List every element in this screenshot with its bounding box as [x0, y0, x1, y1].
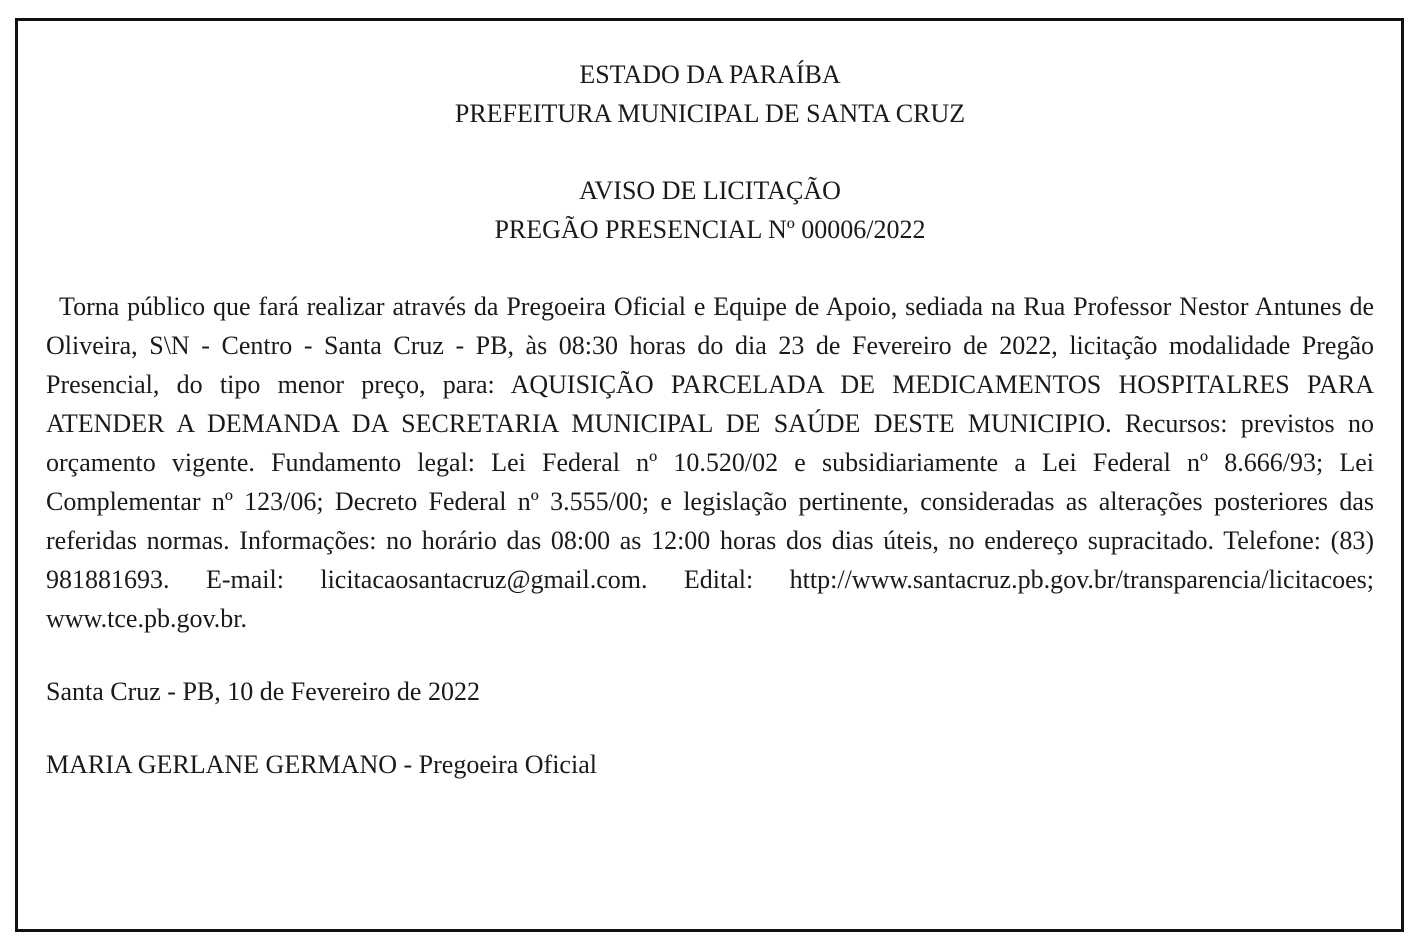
notice-body-paragraph: Torna público que fará realizar através da Pregoeira Oficial e Equipe de Apoio, sediada na Rua Professor Nestor Antunes de Oliveira, S\N - Centro - Santa Cruz - PB, às 08:30 horas do dia 23 de Fevereiro de 2022, licitação modalidade Pregão Presencial, do tipo menor preço, para: AQUISIÇÃO PARCELADA DE MEDICAMENTOS HOSPITALRES PARA ATENDER A DEMANDA DA SECRETARIA MUNICIPAL DE SAÚDE DESTE MUNICIPIO. Recursos: previstos no orçamento vigente. Fundamento legal: Lei Federal nº 10.520/02 e subsidiariamente a Lei Federal nº 8.666/93; Lei Complementar nº 123/06; Decreto Federal nº 3.555/00; e legislação pertinente, consideradas as alterações posteriores das referidas normas. Informações: no horário das 08:00 as 12:00 horas dos dias úteis, no endereço supracitado. Telefone: (83) 981881693. E-mail: licitacaosantacruz@gmail.com. Edital: http://www.santacruz.pb.gov.br/transparencia/licitacoes; www.tce.pb.gov.br.	[46, 292, 1374, 633]
notice-title: AVISO DE LICITAÇÃO	[579, 176, 841, 205]
signature-line: MARIA GERLANE GERMANO - Pregoeira Oficial	[46, 750, 597, 779]
place-date: Santa Cruz - PB, 10 de Fevereiro de 2022	[46, 677, 480, 706]
notice-frame	[15, 18, 1404, 932]
prefecture-heading: PREFEITURA MUNICIPAL DE SANTA CRUZ	[454, 99, 966, 128]
notice-content	[46, 55, 1374, 784]
notice-number: PREGÃO PRESENCIAL Nº 00006/2022	[494, 215, 926, 244]
state-heading: ESTADO DA PARAÍBA	[579, 60, 841, 89]
